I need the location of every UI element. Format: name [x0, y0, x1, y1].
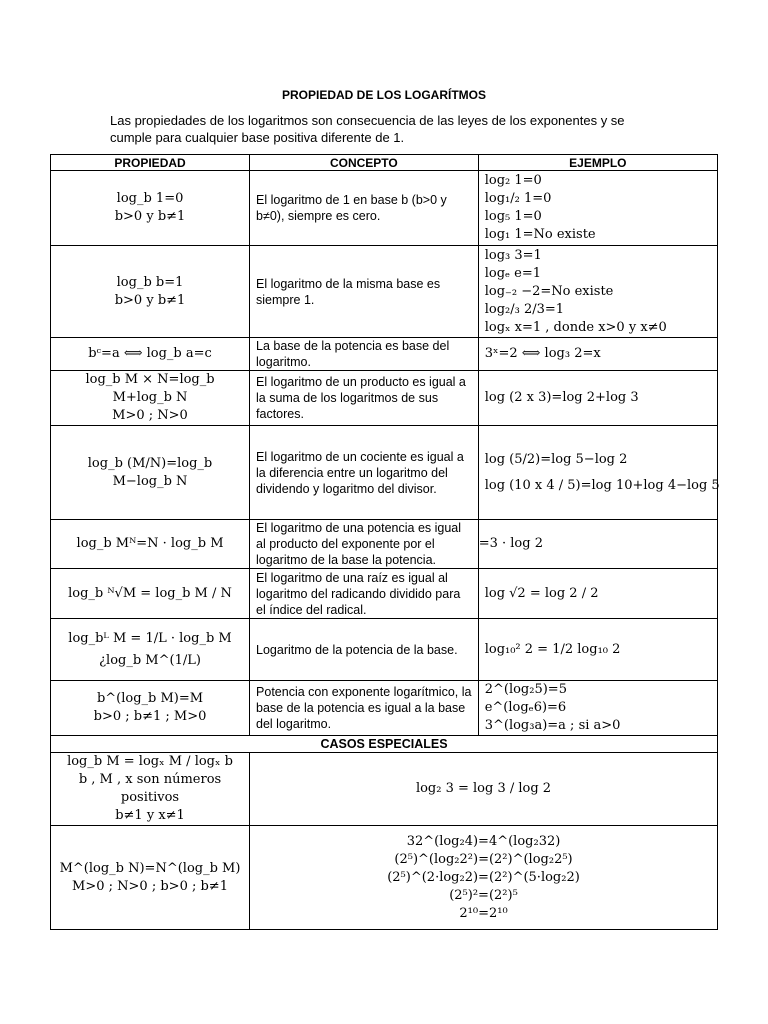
- example-cell: [478, 569, 717, 619]
- example-line: (2⁵)^(log₂2²)=(2²)^(log₂2⁵): [394, 851, 573, 867]
- concept-cell: Potencia con exponente logarítmico, la base de la potencia es igual a la base del logaritmo.: [250, 681, 479, 736]
- table-row: [51, 426, 718, 520]
- example-cell: [250, 753, 718, 826]
- property-condition: ¿log_b M^(1/L): [99, 652, 201, 668]
- property-formula: log_b M × N=log_b M+log_b N: [85, 372, 215, 405]
- example-line: (2⁵)²=(2²)⁵: [449, 887, 518, 903]
- property-condition: M>0 ; N>0: [112, 408, 188, 423]
- concept-cell: El logaritmo de un cociente es igual a la diferencia entre un logaritmo del dividendo y logaritmo del divisor.: [250, 426, 479, 520]
- header-concepto: CONCEPTO: [250, 155, 479, 171]
- table-row: [51, 753, 718, 826]
- concept-cell: El logaritmo de una raíz es igual al logaritmo del radicando dividido para el índice del radical.: [250, 569, 479, 619]
- example-line: log₂ 3 = log 3 / log 2: [415, 781, 552, 796]
- example-line: log₁ 1=No existe: [484, 227, 596, 242]
- property-condition: b≠1 y x≠1: [115, 808, 185, 823]
- example-line: log₋₂ −2=No existe: [484, 283, 614, 299]
- property-cell: [51, 520, 250, 569]
- special-cases-header-row: [51, 736, 718, 753]
- concept-cell: Logaritmo de la potencia de la base.: [250, 619, 479, 681]
- example-line: log₁₀² 2 = 1/2 log₁₀ 2: [484, 641, 621, 657]
- example-cell: [478, 520, 717, 569]
- example-line: log₂ 1=0: [484, 173, 542, 188]
- example-cell: [478, 371, 717, 426]
- example-line: log √2 = log 2 / 2: [484, 585, 599, 601]
- example-line: log₁/₂ 1=0: [484, 191, 552, 206]
- property-formula: M^(log_b N)=N^(log_b M): [59, 860, 241, 876]
- header-ejemplo: EJEMPLO: [478, 155, 717, 171]
- example-line: e^(logₑ6)=6: [484, 700, 567, 715]
- concept-cell: El logaritmo de una potencia es igual al producto del exponente por el logaritmo de la base la potencia.: [250, 520, 479, 569]
- table-header-row: [51, 155, 718, 171]
- table-row: [51, 371, 718, 426]
- example-cell: [478, 171, 717, 246]
- property-formula: b^(log_b M)=M: [96, 691, 204, 706]
- property-condition: b>0 y b≠1: [114, 292, 186, 308]
- property-formula: log_b 1=0: [116, 191, 184, 206]
- concept-cell: El logaritmo de 1 en base b (b>0 y b≠0), siempre es cero.: [250, 171, 479, 246]
- table-row: [51, 246, 718, 338]
- property-cell: [51, 171, 250, 246]
- property-formula: log_b Mᴺ=N · log_b M: [76, 536, 224, 551]
- example-cell: [478, 619, 717, 681]
- example-line: log₃ 3=1: [484, 247, 542, 263]
- property-formula: log_bᴸ M = 1/L · log_b M: [68, 630, 232, 646]
- table-row: [51, 171, 718, 246]
- concept-cell: El logaritmo de la misma base es siempre 1.: [250, 246, 479, 338]
- property-condition: b>0 ; b≠1 ; M>0: [93, 709, 207, 724]
- special-cases-header: CASOS ESPECIALES: [51, 736, 718, 753]
- table-row: [51, 520, 718, 569]
- table-row: [51, 619, 718, 681]
- property-formula: log_b M = logₓ M / logₓ b: [67, 754, 233, 769]
- page-title: PROPIEDAD DE LOS LOGARÍTMOS: [281, 88, 486, 102]
- example-cell: [478, 246, 717, 338]
- properties-table: [50, 154, 718, 930]
- example-line: 3^(log₃a)=a ; si a>0: [484, 718, 621, 733]
- intro-paragraph: Las propiedades de los logaritmos son consecuencia de las leyes de los exponentes y se cumple para cualquier base positiva diferente de 1.: [110, 113, 625, 145]
- example-cell: [478, 681, 717, 736]
- table-row: [51, 681, 718, 736]
- example-line: log (10 x 4 / 5)=log 10+log 4−log 5: [484, 477, 720, 493]
- example-line: 2^(log₂5)=5: [484, 682, 567, 697]
- example-line: =3 · log 2: [478, 536, 543, 551]
- property-cell: [51, 753, 250, 826]
- property-cell: [51, 569, 250, 619]
- property-cell: [51, 619, 250, 681]
- property-condition: b>0 y b≠1: [114, 209, 186, 224]
- property-cell: [51, 338, 250, 371]
- example-line: (2⁵)^(2·log₂2)=(2²)^(5·log₂2): [387, 869, 580, 885]
- example-line: log₅ 1=0: [484, 209, 542, 224]
- property-formula: log_b ᴺ√M = log_b M / N: [68, 585, 232, 601]
- table-row: [51, 569, 718, 619]
- property-formula: log_b b=1: [116, 274, 184, 290]
- property-formula: bᶜ=a ⟺ log_b a=c: [88, 346, 212, 361]
- property-cell: [51, 826, 250, 930]
- concept-cell: La base de la potencia es base del logaritmo.: [250, 338, 479, 371]
- example-line: log (5/2)=log 5−log 2: [484, 451, 628, 467]
- example-line: 32^(log₂4)=4^(log₂32): [406, 833, 561, 849]
- example-cell: [478, 338, 717, 371]
- property-condition: b , M , x son números positivos: [78, 772, 222, 805]
- example-line: 3ˣ=2 ⟺ log₃ 2=x: [484, 346, 601, 361]
- example-line: log (2 x 3)=log 2+log 3: [484, 390, 639, 405]
- table-row: [51, 826, 718, 930]
- header-propiedad: PROPIEDAD: [51, 155, 250, 171]
- concept-cell: El logaritmo de un producto es igual a la suma de los logaritmos de sus factores.: [250, 371, 479, 426]
- example-cell: [250, 826, 718, 930]
- table-row: [51, 338, 718, 371]
- example-line: 2¹⁰=2¹⁰: [459, 905, 508, 921]
- property-cell: [51, 426, 250, 520]
- property-formula: log_b (M/N)=log_b M−log_b N: [87, 455, 213, 489]
- example-line: logₑ e=1: [484, 265, 542, 281]
- property-cell: [51, 371, 250, 426]
- example-line: logₓ x=1 , donde x>0 y x≠0: [484, 319, 667, 335]
- property-cell: [51, 681, 250, 736]
- property-condition: M>0 ; N>0 ; b>0 ; b≠1: [72, 878, 228, 894]
- example-line: log₂/₃ 2/3=1: [484, 301, 565, 317]
- property-cell: [51, 246, 250, 338]
- example-cell: [478, 426, 720, 520]
